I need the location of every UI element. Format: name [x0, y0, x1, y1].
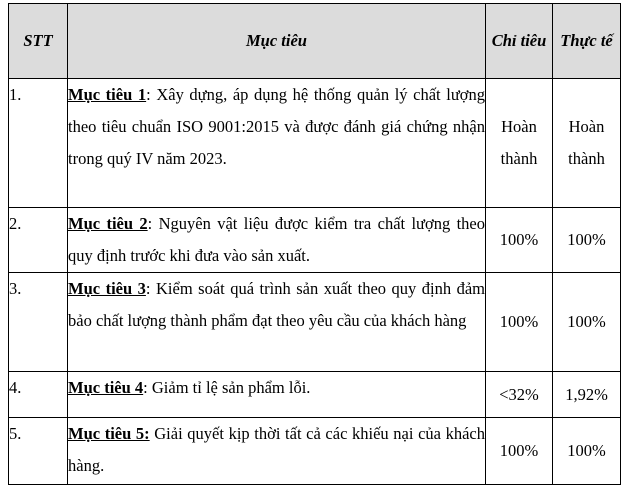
table-row — [9, 208, 621, 273]
table-row — [9, 372, 621, 418]
goal-text: Giảm tỉ lệ sản phẩm lỗi. — [151, 378, 311, 397]
goal-text: Giải quyết kịp thời tất cả các khiếu nại của khách hàng. — [68, 424, 485, 475]
row-goal — [68, 273, 486, 372]
goal-text: Xây dựng, áp dụng hệ thống quản lý chất lượng theo tiêu chuẩn ISO 9001:2015 và được đánh giá chứng nhận trong quý IV năm 2023. — [68, 85, 485, 168]
goal-separator: : — [143, 378, 152, 397]
row-stt: 4. — [9, 372, 68, 418]
row-actual: 100% — [553, 273, 621, 372]
quality-goals-table — [8, 3, 621, 485]
table-header-row — [9, 4, 621, 79]
row-target: 100% — [486, 208, 553, 273]
row-stt: 2. — [9, 208, 68, 273]
row-goal — [68, 79, 486, 208]
goal-separator: : — [147, 214, 159, 233]
row-actual: 100% — [553, 208, 621, 273]
row-stt: 3. — [9, 273, 68, 372]
row-stt: 5. — [9, 418, 68, 485]
row-target: Hoàn thành — [486, 79, 553, 208]
header-stt: STT — [9, 4, 68, 79]
row-stt: 1. — [9, 79, 68, 208]
row-actual: Hoàn thành — [553, 79, 621, 208]
goal-label: Mục tiêu 3 — [68, 279, 146, 298]
goal-text: Nguyên vật liệu được kiểm tra chất lượng theo quy định trước khi đưa vào sản xuất. — [68, 214, 486, 265]
goal-label: Mục tiêu 2 — [68, 214, 148, 233]
table-row — [9, 79, 621, 208]
row-goal — [68, 208, 486, 273]
header-target: Chỉ tiêu — [486, 4, 553, 79]
row-target: 100% — [486, 273, 553, 372]
row-actual: 100% — [553, 418, 621, 485]
goal-label: Mục tiêu 4 — [68, 378, 144, 397]
goal-text: Kiểm soát quá trình sản xuất theo quy định đảm bảo chất lượng thành phẩm đạt theo yêu cầu của khách hàng — [68, 279, 486, 330]
table-row — [9, 273, 621, 372]
header-actual: Thực tế — [553, 4, 621, 79]
row-goal — [68, 372, 486, 418]
table-row — [9, 418, 621, 485]
goal-separator: : — [145, 279, 156, 298]
header-goal: Mục tiêu — [68, 4, 486, 79]
goal-label: Mục tiêu 5: — [68, 424, 150, 443]
row-actual: 1,92% — [553, 372, 621, 418]
row-target: 100% — [486, 418, 553, 485]
row-goal — [68, 418, 486, 485]
row-target: <32% — [486, 372, 553, 418]
goal-label: Mục tiêu 1 — [68, 85, 147, 104]
goal-separator: : — [146, 85, 157, 104]
